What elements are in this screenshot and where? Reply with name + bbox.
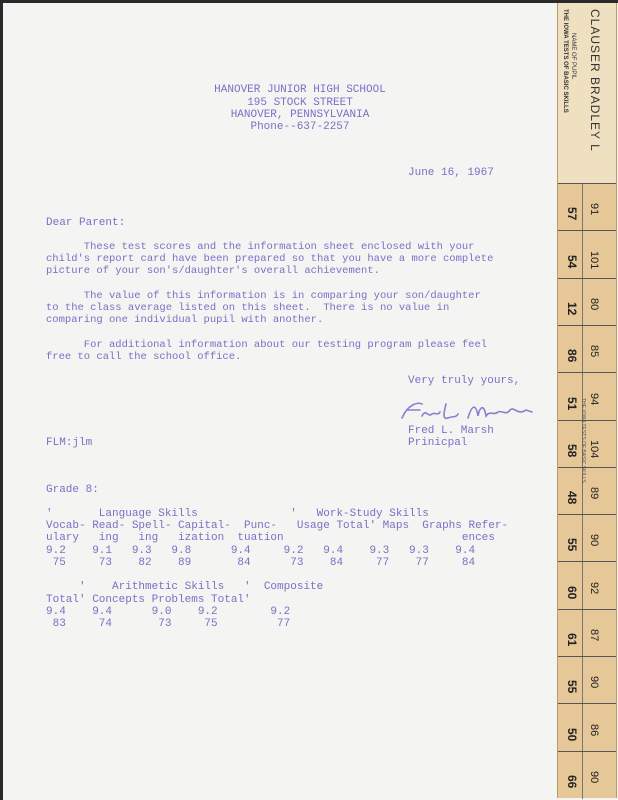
strip-score-value: 101 xyxy=(588,250,600,269)
group2-header: ' Arithmetic Skills ' Composite xyxy=(46,581,324,593)
school-name: HANOVER JUNIOR HIGH SCHOOL xyxy=(214,84,386,96)
handwritten-signature xyxy=(398,398,538,426)
strip-cell-divider xyxy=(582,231,583,278)
school-street: 195 STOCK STREET xyxy=(247,97,353,109)
strip-cell xyxy=(558,420,616,468)
strip-cell xyxy=(558,278,616,326)
strip-cell xyxy=(558,325,616,373)
body-line-7: For additional information about our testing program please feel xyxy=(46,339,488,351)
strip-cell xyxy=(558,751,616,799)
strip-cell-divider xyxy=(582,515,583,562)
body-line-5: to the class average listed on this sheet. There is no value in xyxy=(46,302,450,314)
strip-score-value: 104 xyxy=(588,439,600,459)
signer-name: Fred L. Marsh xyxy=(408,425,494,437)
strip-grade-value: 66 xyxy=(565,774,579,789)
strip-footer-text: THE IOWA TESTS OF BASIC SKILLS xyxy=(580,398,586,483)
salutation: Dear Parent: xyxy=(46,217,126,229)
scan-edge-left xyxy=(0,0,3,800)
strip-score-value: 92 xyxy=(588,581,600,594)
strip-score-value: 90 xyxy=(588,770,600,784)
strip-score-value: 85 xyxy=(588,345,600,358)
strip-cell xyxy=(558,561,616,609)
strip-cell xyxy=(558,609,616,657)
group2-percentiles: 83 74 73 75 77 xyxy=(46,618,291,630)
grade-label: Grade 8: xyxy=(46,484,99,496)
strip-subtitle: NAME OF PUPIL xyxy=(570,33,576,80)
typist-initials: FLM:jlm xyxy=(46,437,93,449)
strip-grade-value: 58 xyxy=(565,443,579,458)
school-city: HANOVER, PENNSYLVANIA xyxy=(230,109,370,121)
strip-grade-value: 61 xyxy=(565,633,579,647)
strip-cell-divider xyxy=(582,610,583,657)
strip-grade-value: 54 xyxy=(565,254,579,268)
strip-cell-divider xyxy=(582,657,583,704)
strip-score-value: 89 xyxy=(588,487,600,500)
body-line-1: These test scores and the information sheet enclosed with your xyxy=(46,241,475,253)
strip-header xyxy=(558,3,616,184)
strip-title: THE IOWA TESTS OF BASIC SKILLS xyxy=(562,9,568,113)
strip-cell xyxy=(558,183,616,231)
group1-percentiles: 75 73 82 89 84 73 84 77 77 84 xyxy=(46,557,476,569)
strip-cell-divider xyxy=(582,184,583,231)
group1-columns: Vocab- Read- Spell- Capital- Punc- Usage Total' Maps Graphs Refer- xyxy=(46,520,509,532)
strip-score-cells xyxy=(558,183,616,798)
strip-cell xyxy=(558,230,616,278)
strip-grade-value: 86 xyxy=(565,349,579,363)
letter-date: June 16, 1967 xyxy=(408,167,494,179)
strip-student-name: CLAUSER BRADLEY L xyxy=(588,9,602,152)
closing: Very truly yours, xyxy=(408,375,521,387)
body-line-3: picture of your son's/daughter's overall achievement. xyxy=(46,265,380,277)
strip-cell xyxy=(558,703,616,751)
strip-grade-value: 57 xyxy=(565,207,579,221)
strip-score-value: 94 xyxy=(588,392,600,405)
body-line-6: comparing one individual pupil with another. xyxy=(46,314,324,326)
strip-cell xyxy=(558,372,616,420)
scan-edge-top xyxy=(0,0,618,3)
strip-grade-value: 51 xyxy=(565,396,579,410)
body-line-8: free to call the school office. xyxy=(46,351,242,363)
group1-columns-cont: ulary ing ing ization tuation ences xyxy=(46,532,495,544)
strip-grade-value: 60 xyxy=(565,585,579,600)
strip-grade-value: 48 xyxy=(565,491,579,505)
score-label-strip xyxy=(557,3,617,798)
strip-cell-divider xyxy=(582,752,583,799)
strip-cell-divider xyxy=(582,326,583,373)
strip-score-value: 86 xyxy=(588,723,600,736)
strip-score-value: 80 xyxy=(588,297,600,311)
body-line-4: The value of this information is in comparing your son/daughter xyxy=(46,290,481,302)
school-phone: Phone--637-2257 xyxy=(250,121,350,133)
strip-score-value: 90 xyxy=(588,676,600,689)
strip-cell-divider xyxy=(582,562,583,609)
strip-score-value: 91 xyxy=(588,203,600,216)
strip-grade-value: 50 xyxy=(565,727,579,742)
strip-cell-divider xyxy=(582,704,583,751)
signer-title: Prinicpal xyxy=(408,437,468,449)
body-line-2: child's report card have been prepared so that you have a more complete xyxy=(46,253,494,265)
group1-grade-equivalents: 9.2 9.1 9.3 9.8 9.4 9.2 9.4 9.3 9.3 9.4 xyxy=(46,545,476,557)
strip-cell xyxy=(558,467,616,515)
strip-cell xyxy=(558,656,616,704)
strip-score-value: 90 xyxy=(588,534,600,547)
group2-columns: Total' Concepts Problems Total' xyxy=(46,594,251,606)
strip-grade-value: 55 xyxy=(565,680,579,694)
strip-grade-value: 55 xyxy=(565,538,579,552)
strip-grade-value: 12 xyxy=(565,301,579,316)
strip-cell xyxy=(558,514,616,562)
strip-cell-divider xyxy=(582,279,583,326)
strip-score-value: 87 xyxy=(588,629,600,642)
group1-header: ' Language Skills ' Work-Study Skills xyxy=(46,508,429,520)
group2-grade-equivalents: 9.4 9.4 9.0 9.2 9.2 xyxy=(46,606,291,618)
